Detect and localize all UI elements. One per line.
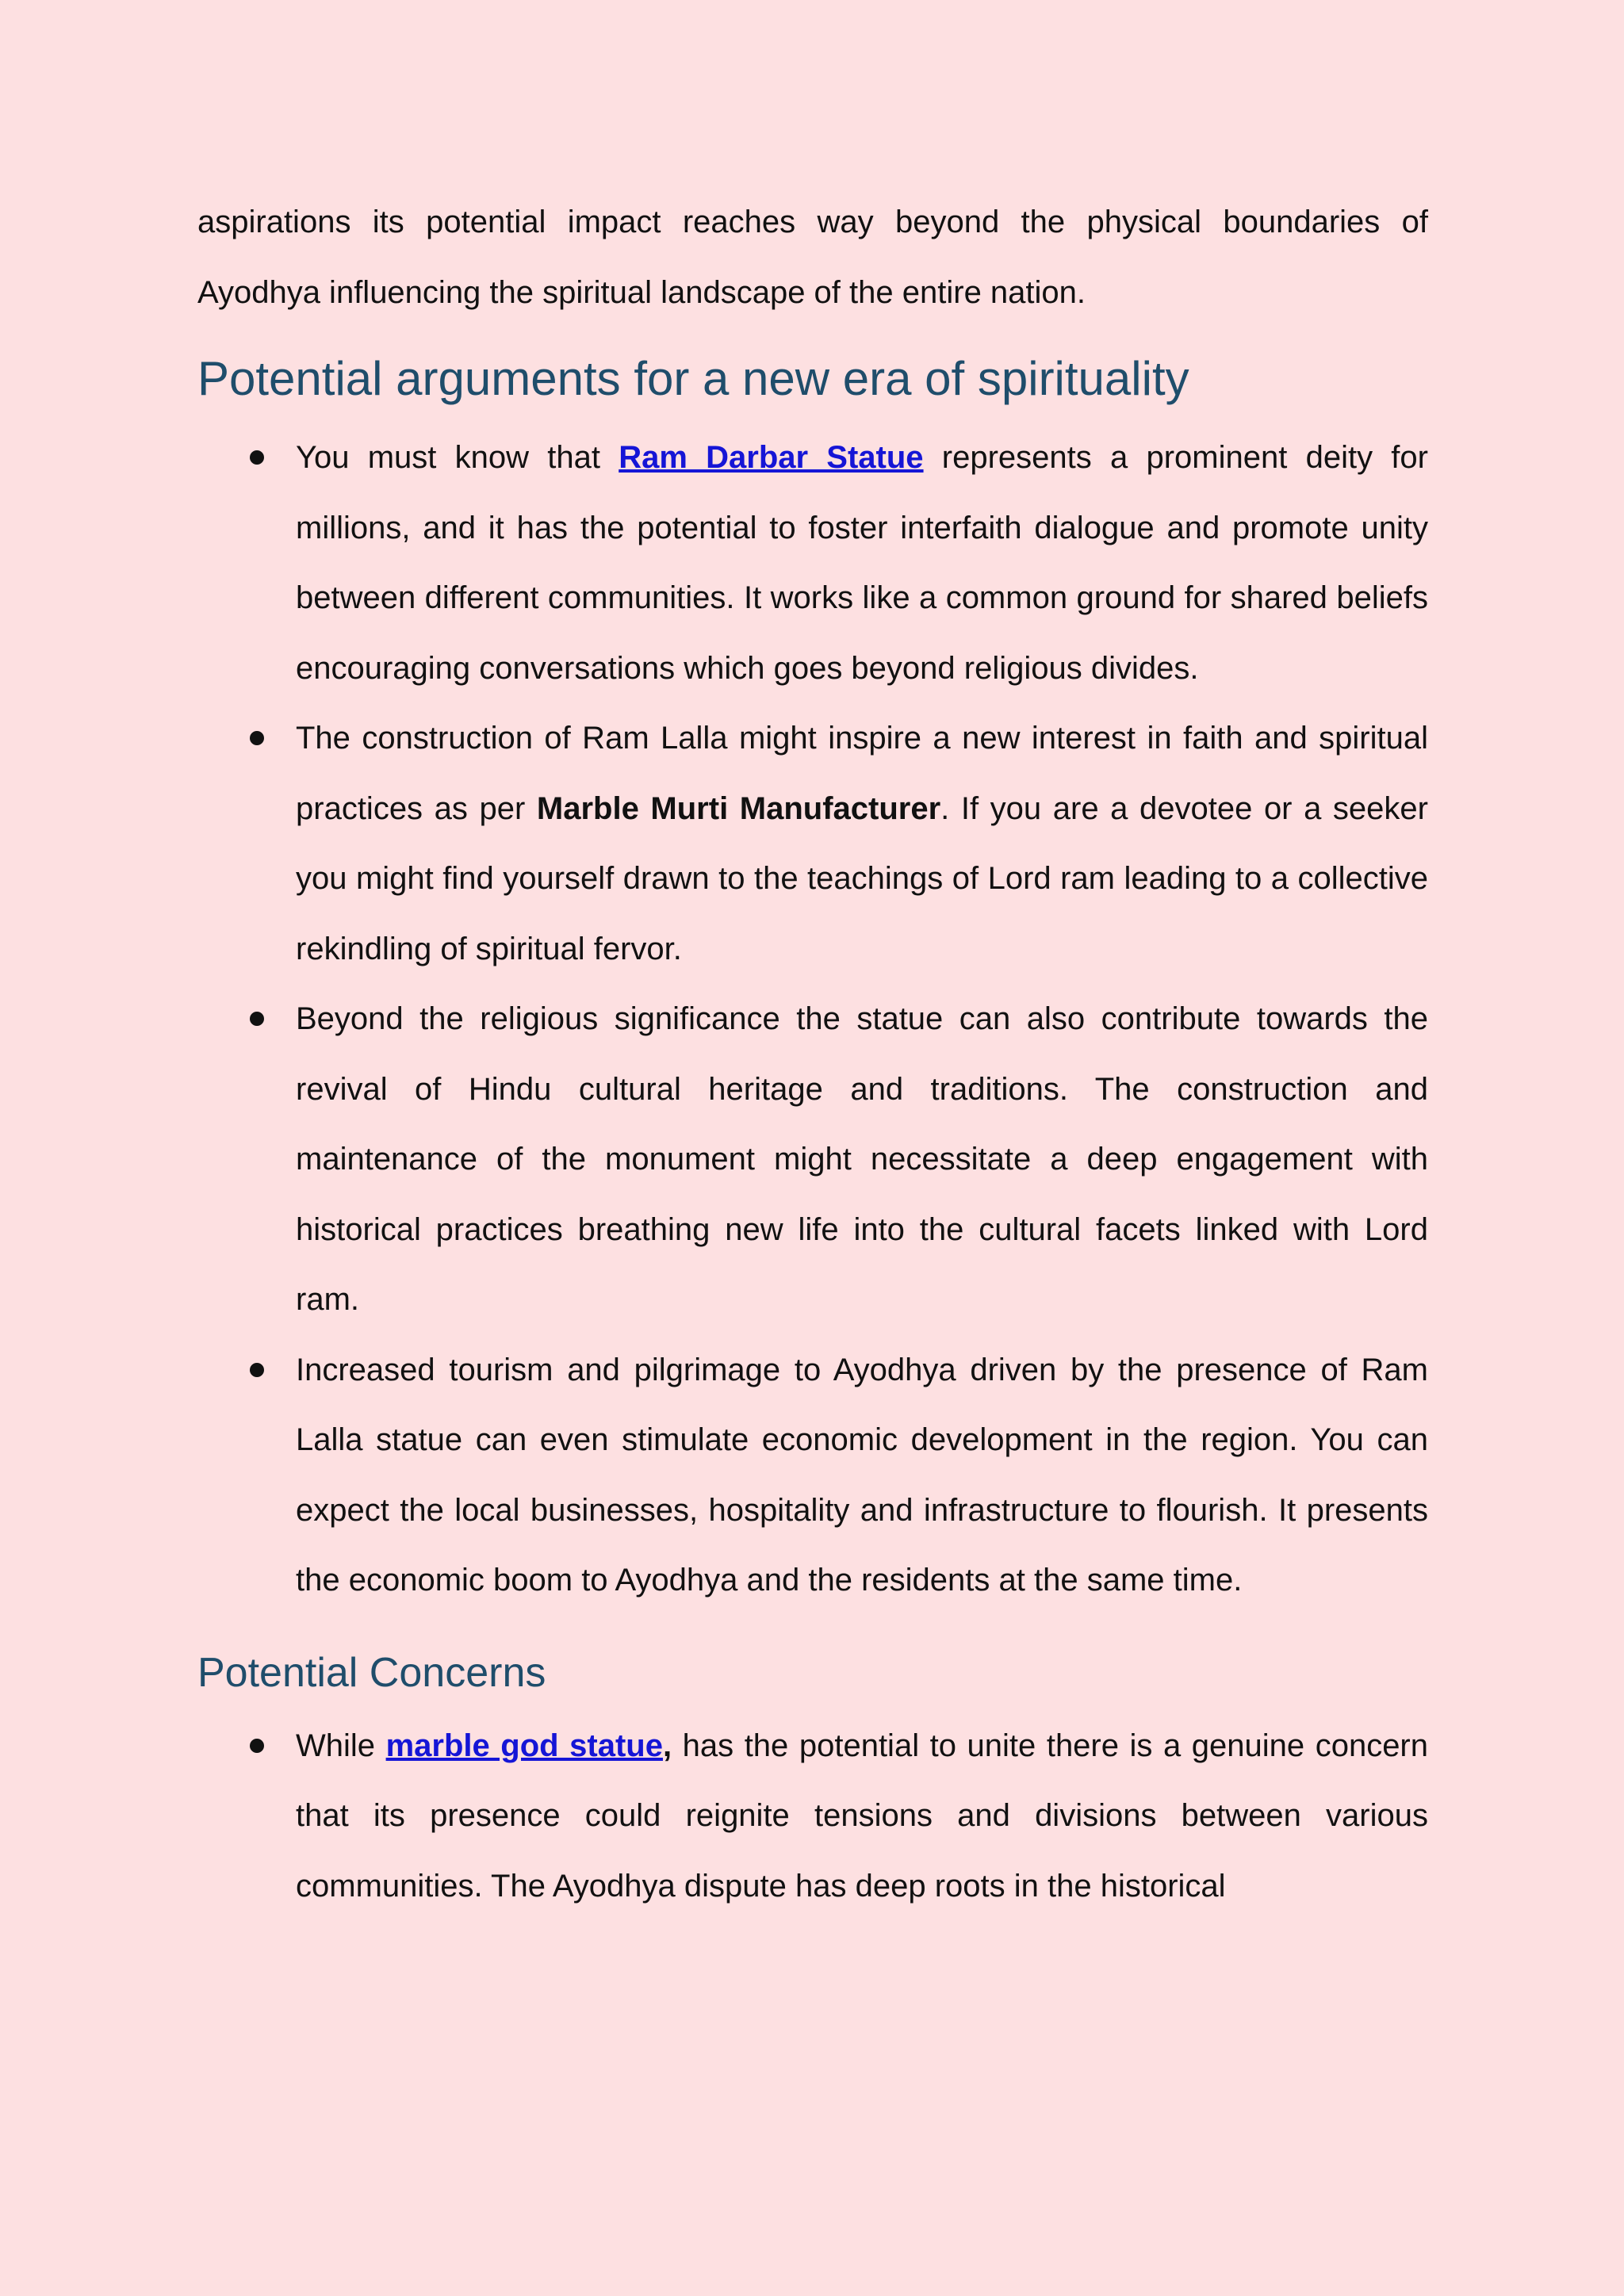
bullet-icon <box>250 731 264 745</box>
list-item <box>197 984 1428 1335</box>
item-text-post: . If you are a devotee or a seeker you might find yourself drawn to the teachings of Lord ram leading to a collective rekindling of spiritual fervor. <box>296 790 1428 966</box>
item-text: Beyond the religious significance the statue can also contribute towards the revival of Hindu cultural heritage and traditions. The construction and maintenance of the monument might necessitate a deep engagement with historical practices breathing new life into the cultural facets linked with Lord ram. <box>296 1001 1428 1317</box>
marble-god-statue-link[interactable]: marble god statue <box>385 1728 663 1763</box>
document-page <box>197 187 1428 1921</box>
item-text-pre: The construction of Ram Lalla might inspire a new interest in faith and spiritual practices as per <box>296 721 1428 826</box>
item-text-post: represents a prominent deity for millions, and it has the potential to foster interfaith dialogue and promote unity between different communities. It works like a common ground for shared beliefs encouraging conversations which goes beyond religious divides. <box>296 440 1428 686</box>
comma-text: , <box>662 1728 672 1763</box>
bullet-icon <box>250 450 264 465</box>
marble-murti-manufacturer-text: Marble Murti Manufacturer <box>536 790 941 826</box>
ram-darbar-statue-link[interactable]: Ram Darbar Statue <box>619 440 924 475</box>
list-item <box>197 703 1428 984</box>
item-text: Increased tourism and pilgrimage to Ayodhya driven by the presence of Ram Lalla statue can even stimulate economic development in the region. You can expect the local businesses, hospitality and infrastructure to flourish. It presents the economic boom to Ayodhya and the residents at the same time. <box>296 1352 1428 1598</box>
bullet-icon <box>250 1363 264 1377</box>
intro-paragraph: aspirations its potential impact reaches way beyond the physical boundaries of Ayodhya influencing the spiritual landscape of the entire nation. <box>197 205 1428 310</box>
concerns-list <box>197 1711 1428 1922</box>
bullet-icon <box>250 1012 264 1026</box>
item-text-pre: You must know that <box>296 440 619 475</box>
item-text-pre: While <box>296 1728 386 1763</box>
section-heading-spirituality: Potential arguments for a new era of spirituality <box>197 352 1189 405</box>
list-item <box>197 1335 1428 1616</box>
section-heading-concerns: Potential Concerns <box>197 1649 546 1696</box>
spirituality-list <box>197 423 1428 1616</box>
bullet-icon <box>250 1739 264 1753</box>
item-text-post: has the potential to unite there is a genuine concern that its presence could reignite tensions and divisions between various communities. The Ayodhya dispute has deep roots in the historical <box>296 1728 1428 1904</box>
list-item <box>197 1711 1428 1922</box>
list-item <box>197 423 1428 703</box>
